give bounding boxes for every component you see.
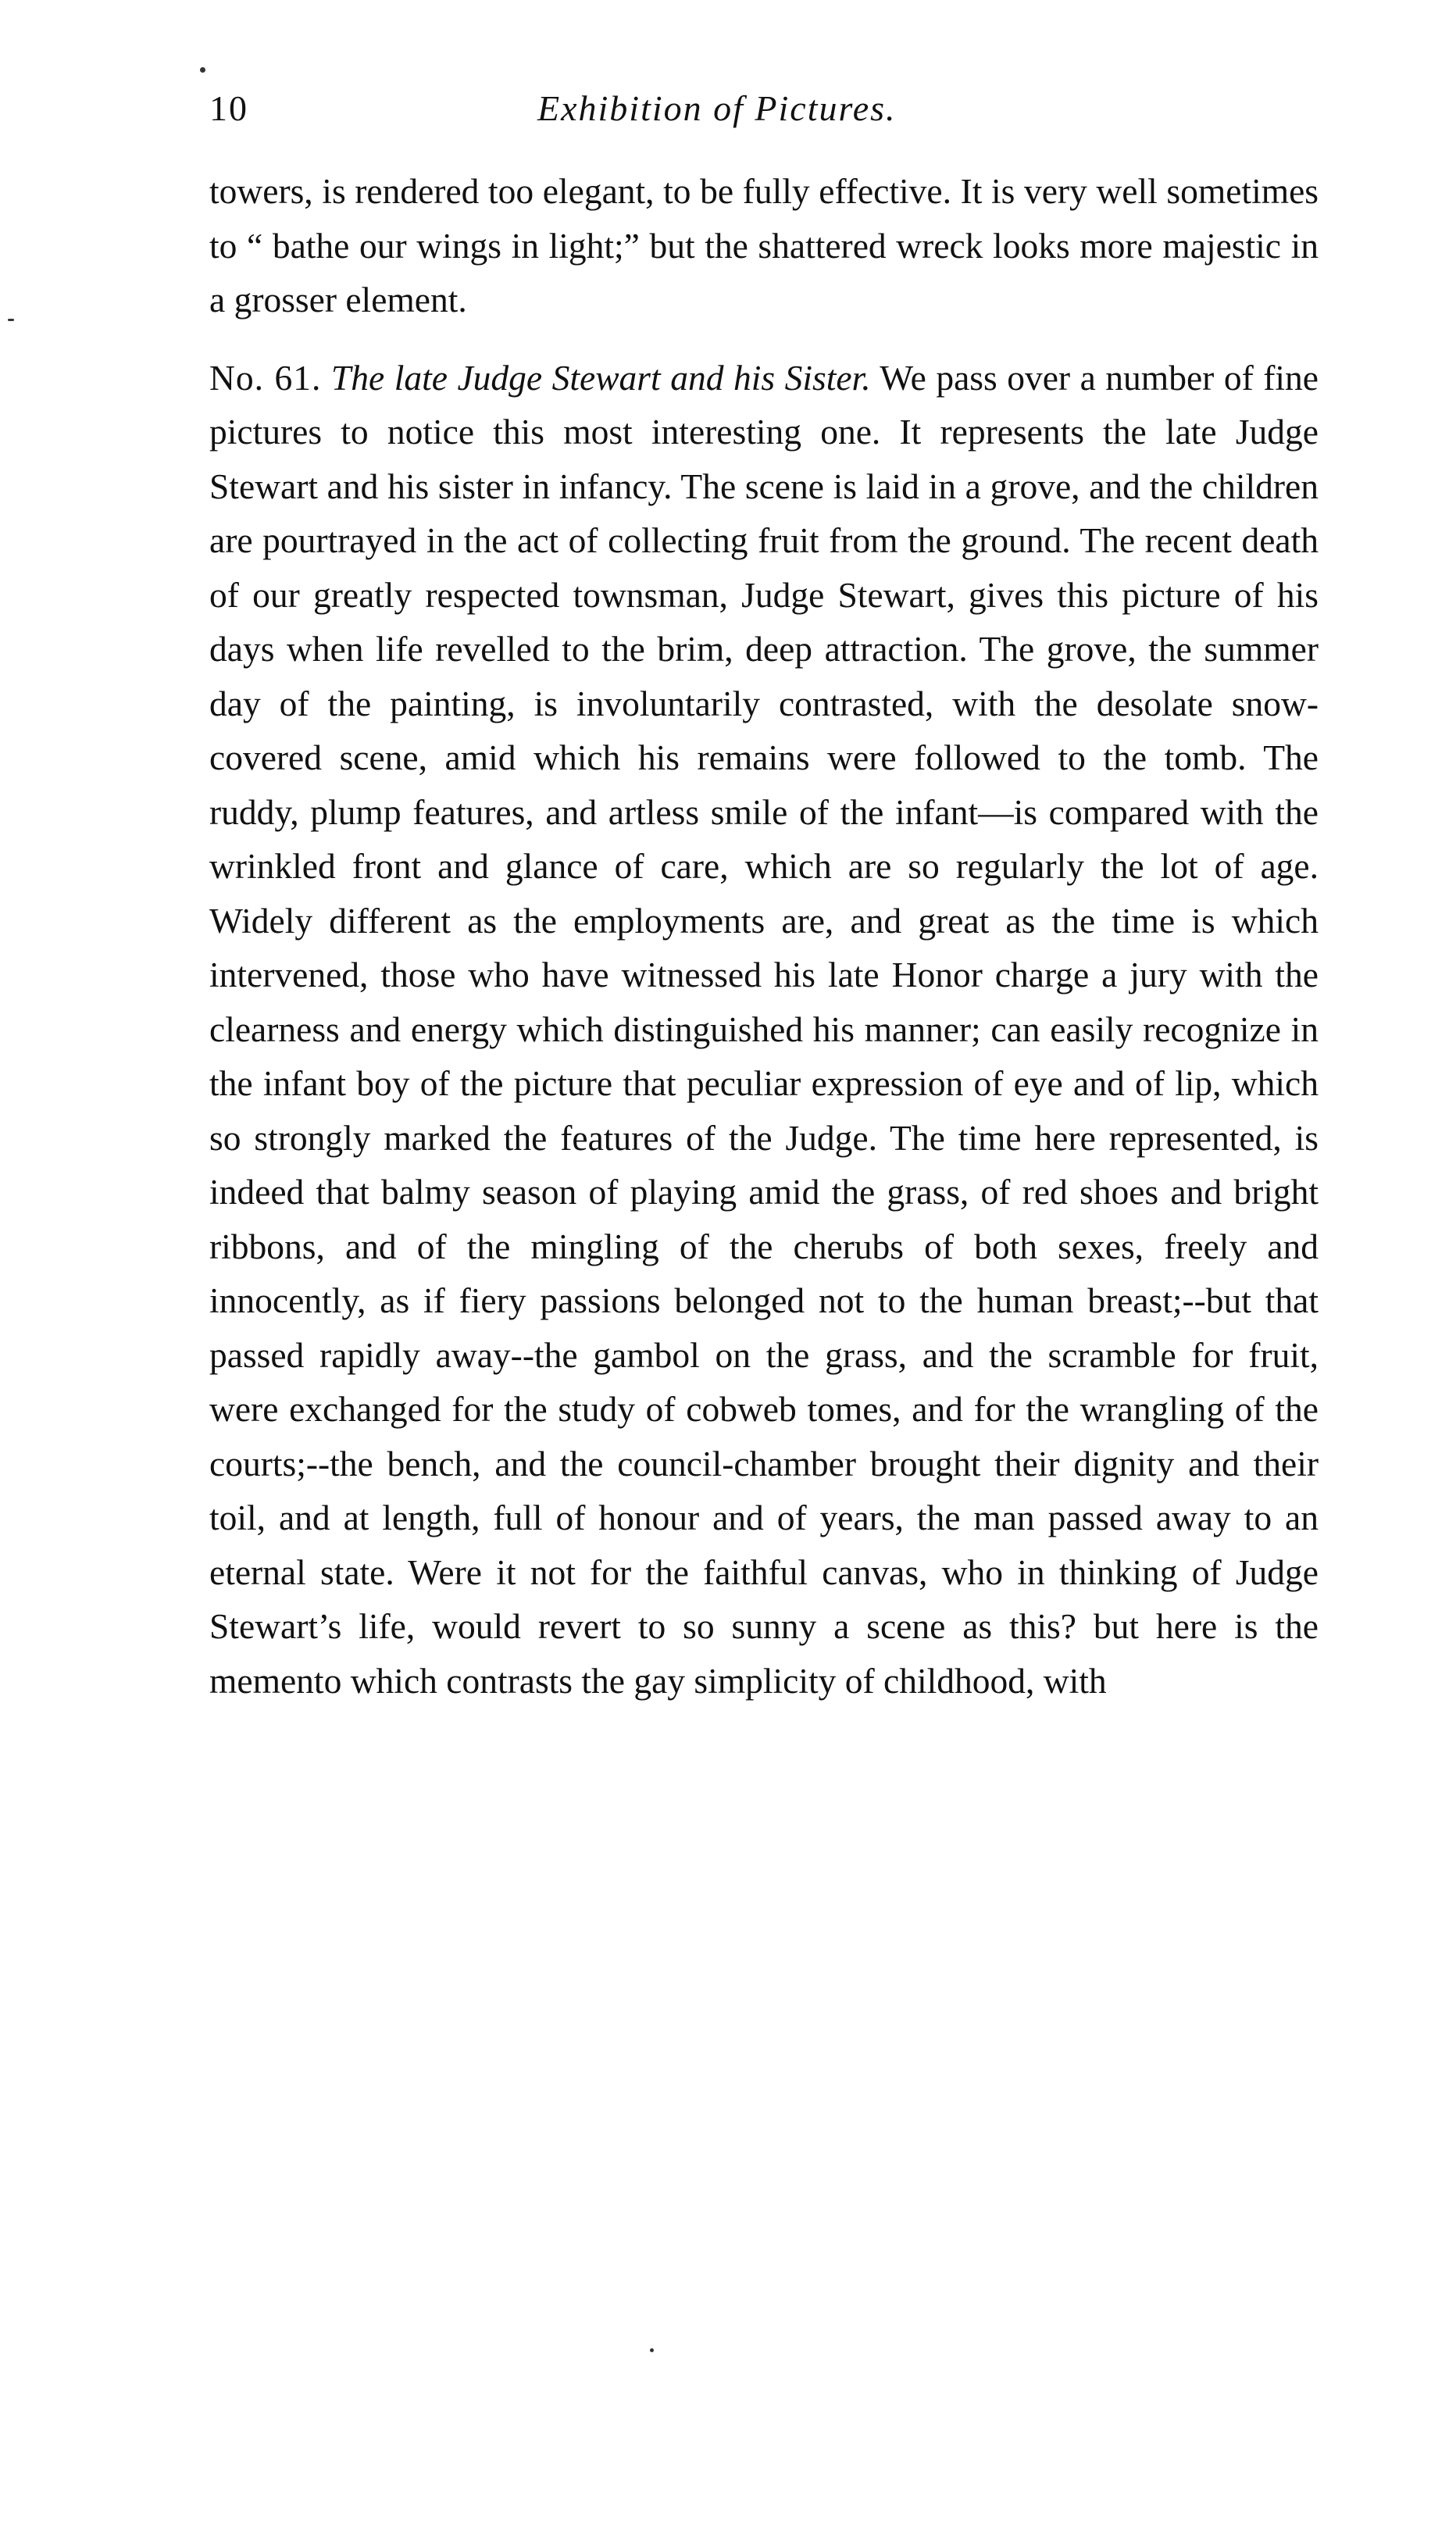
entry-number: No. 61. (209, 357, 322, 398)
continuation-paragraph: towers, is rendered too elegant, to be fully effective. It is very well sometimes to “ bathe our wings in light;” but the shattered wreck looks more majestic in a grosser element. (209, 171, 1319, 320)
page-header (209, 87, 1319, 142)
entry-body: We pass over a number of fine pictures to notice this most interesting one. It represents the late Judge Stewart and his sister in infancy. The scene is laid in a grove, and the children are pourtrayed in the act of collecting fruit from the ground. The recent death of our greatly respected townsman, Judge Stewart, gives this picture of his days when life revelled to the brim, deep attraction. The grove, the summer day of the painting, is involuntarily contrasted, with the desolate snow-covered scene, amid which his remains were followed to the tomb. The ruddy, plump features, and artless smile of the infant—is compared with the wrinkled front and glance of care, which are so regularly the lot of age. Widely different as the employments are, and great as the time is which intervened, those who have witnessed his late Honor charge a jury with the clearness and energy which distinguished his manner; can easily recognize in the infant boy of the picture that peculiar expression of eye and of lip, which so strongly marked the features of the Judge. The time here represented, is indeed that balmy season of playing amid the grass, of red shoes and bright ribbons, and of the mingling of the cherubs of both sexes, freely and innocently, as if fiery passions belonged not to the human breast;--but that passed rapidly away--the gambol on the grass, and the scramble for fruit, were exchanged for the study of cobweb tomes, and for the wrangling of the courts;--the bench, and the council-chamber brought their dignity and their toil, and at length, full of honour and of years, the man passed away to an eternal state. Were it not for the faithful canvas, who in thinking of Judge Stewart’s life, would revert to so sunny a scene as this? but here is the memento which contrasts the gay simplicity of childhood, with (209, 357, 1319, 1701)
running-title: Exhibition of Pictures. (537, 88, 897, 128)
ink-speck (650, 2348, 654, 2352)
ink-speck (8, 319, 14, 321)
catalogue-entry-paragraph (209, 351, 1319, 1709)
page-body (209, 164, 1319, 1708)
ink-speck (200, 67, 205, 73)
page-number: 10 (209, 88, 248, 128)
entry-title: The late Judge Stewart and his Sister. (330, 357, 871, 398)
